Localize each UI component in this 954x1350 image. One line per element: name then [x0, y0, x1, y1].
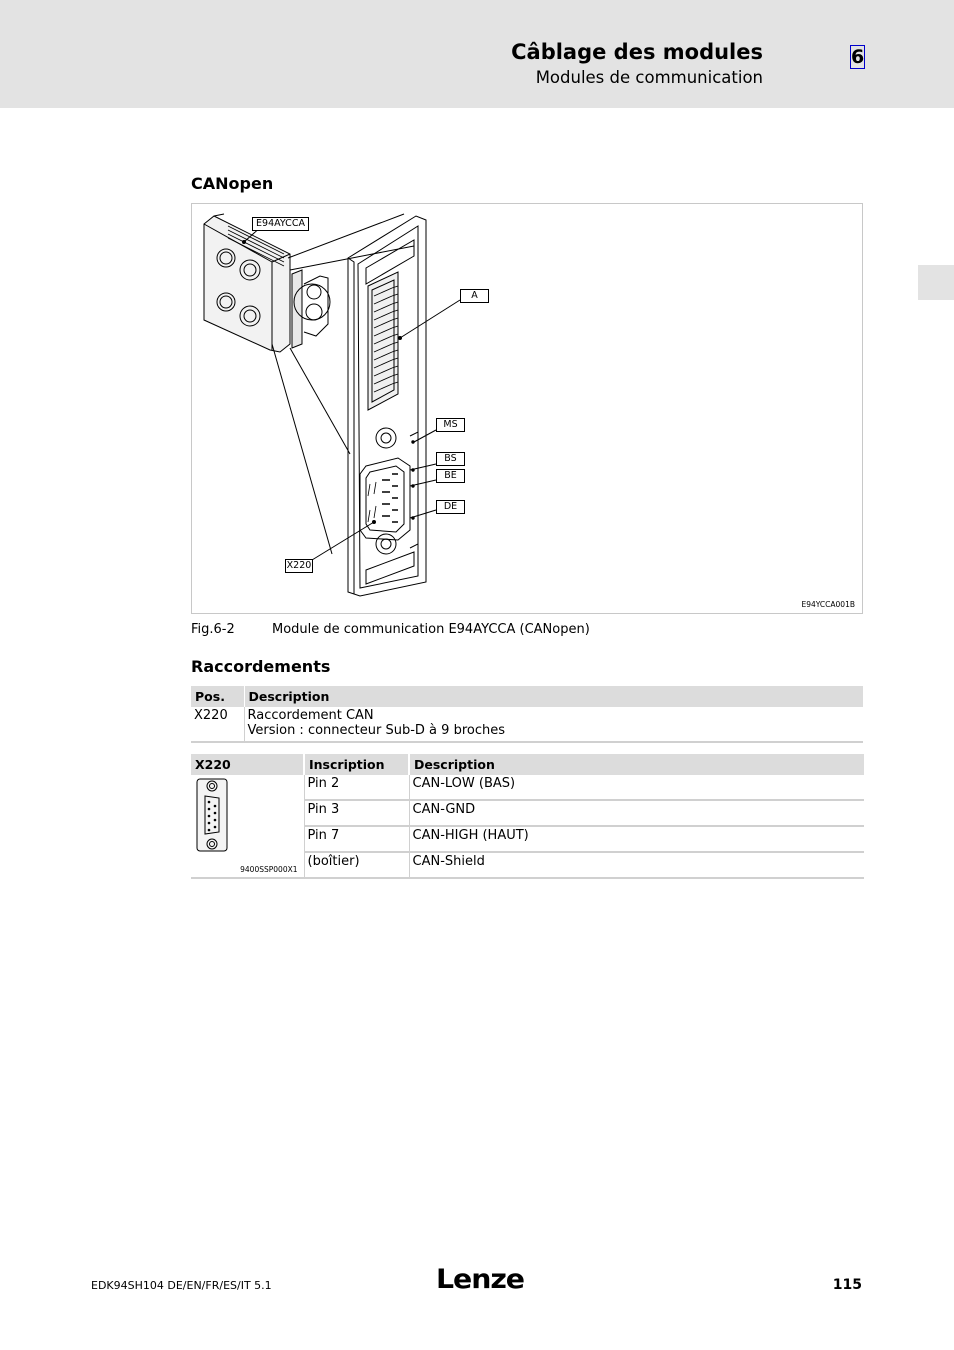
description-line-1: Raccordement CAN [247, 708, 374, 723]
figure-image-code: E94YCCA001B [801, 600, 855, 609]
page-number: 115 [832, 1277, 862, 1293]
header-band [0, 0, 954, 108]
canopen-heading: CANopen [191, 174, 274, 193]
description-line-2: Version : connecteur Sub-D à 9 broches [247, 723, 505, 738]
page-subtitle: Modules de communication [535, 68, 763, 87]
positions-table [191, 686, 863, 743]
footer-doc-ref: EDK94SH104 DE/EN/FR/ES/IT 5.1 [91, 1279, 272, 1292]
cell-description: CAN-HIGH (HAUT) [409, 826, 864, 852]
callout-a: A [460, 289, 489, 303]
module-drawing [192, 204, 862, 613]
header-inscription: Inscription [304, 754, 409, 775]
sub-d-connector-icon [196, 778, 230, 854]
connections-heading: Raccordements [191, 657, 331, 676]
page-title: Câblage des modules [511, 40, 763, 64]
header-pos: Pos. [191, 686, 244, 707]
cell-description: CAN-LOW (BAS) [409, 775, 864, 800]
pins-table [191, 754, 864, 879]
cell-inscription: Pin 3 [304, 800, 409, 826]
chapter-side-tab [918, 265, 954, 300]
header-description: Description [244, 686, 863, 707]
cell-description [244, 707, 863, 742]
callout-x220: X220 [286, 560, 312, 571]
callout-de: DE [436, 500, 465, 514]
table-header-row [191, 754, 864, 775]
table-header-row [191, 686, 863, 707]
callout-bs: BS [436, 452, 465, 466]
figure-caption-number: Fig.6-2 [191, 622, 235, 637]
chapter-number-link[interactable]: 6 [851, 46, 865, 68]
module-figure [191, 203, 863, 614]
cell-inscription: Pin 2 [304, 775, 409, 800]
cell-inscription: (boîtier) [304, 852, 409, 878]
cell-pos: X220 [191, 707, 244, 742]
connector-image-code: 9400SSP000X1 [240, 865, 298, 874]
callout-be: BE [436, 469, 465, 483]
cell-inscription: Pin 7 [304, 826, 409, 852]
table-row [191, 775, 864, 800]
header-x220: X220 [191, 754, 304, 775]
table-row [191, 707, 863, 742]
lenze-logo: Lenze [436, 1264, 524, 1295]
cell-description: CAN-GND [409, 800, 864, 826]
figure-caption-text: Module de communication E94AYCCA (CANopen) [272, 622, 590, 637]
module-callout: E94AYCCA [252, 217, 309, 231]
cell-description: CAN-Shield [409, 852, 864, 878]
callout-ms: MS [436, 418, 465, 432]
connector-image-cell [191, 775, 304, 878]
header-description: Description [409, 754, 864, 775]
